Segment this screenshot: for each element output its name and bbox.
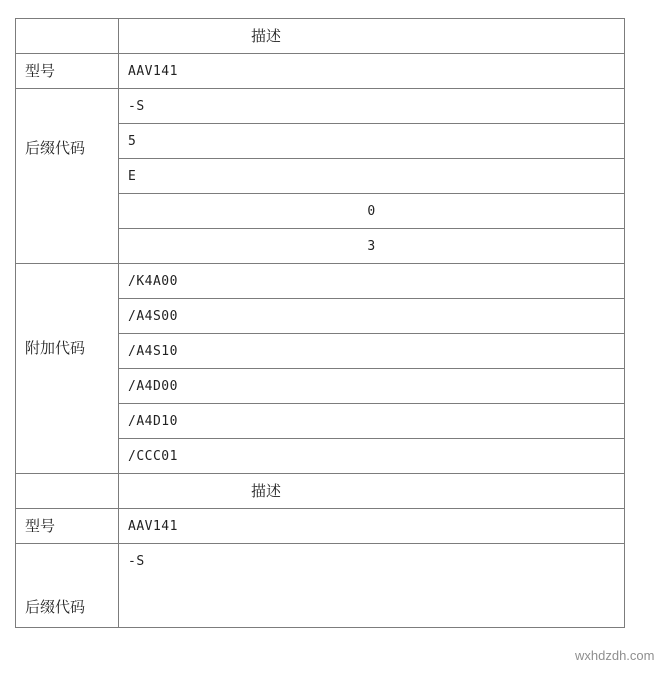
- additional-code-value: /K4A00: [119, 264, 625, 299]
- description-header: 描述: [119, 19, 625, 54]
- suffix-code-label: 后缀代码: [16, 89, 119, 264]
- table-row: [16, 544, 625, 628]
- description-header: 描述: [119, 474, 625, 509]
- model-label: 型号: [16, 509, 119, 544]
- suffix-code-label: 后缀代码: [16, 544, 119, 628]
- model-label: 型号: [16, 54, 119, 89]
- table-row: [16, 89, 625, 124]
- header-spacer-cell: [16, 19, 119, 54]
- header-spacer-cell: [16, 474, 119, 509]
- additional-code-value: /CCC01: [119, 439, 625, 474]
- model-value: AAV141: [119, 509, 625, 544]
- suffix-code-value: E: [119, 159, 625, 194]
- table-row: [16, 19, 625, 54]
- table-row: [16, 264, 625, 299]
- additional-code-value: /A4D00: [119, 369, 625, 404]
- suffix-code-value: -S: [119, 544, 625, 628]
- table-row: [16, 509, 625, 544]
- spec-table: [15, 18, 625, 628]
- additional-code-value: /A4S10: [119, 334, 625, 369]
- model-value: AAV141: [119, 54, 625, 89]
- additional-code-value: /A4D10: [119, 404, 625, 439]
- table-row: [16, 474, 625, 509]
- suffix-code-value: 3: [119, 229, 625, 264]
- table-row: [16, 54, 625, 89]
- additional-code-label: 附加代码: [16, 264, 119, 474]
- suffix-code-value: -S: [119, 89, 625, 124]
- suffix-code-value: 0: [119, 194, 625, 229]
- additional-code-value: /A4S00: [119, 299, 625, 334]
- suffix-code-value: 5: [119, 124, 625, 159]
- watermark: wxhdzdh.com: [575, 648, 655, 663]
